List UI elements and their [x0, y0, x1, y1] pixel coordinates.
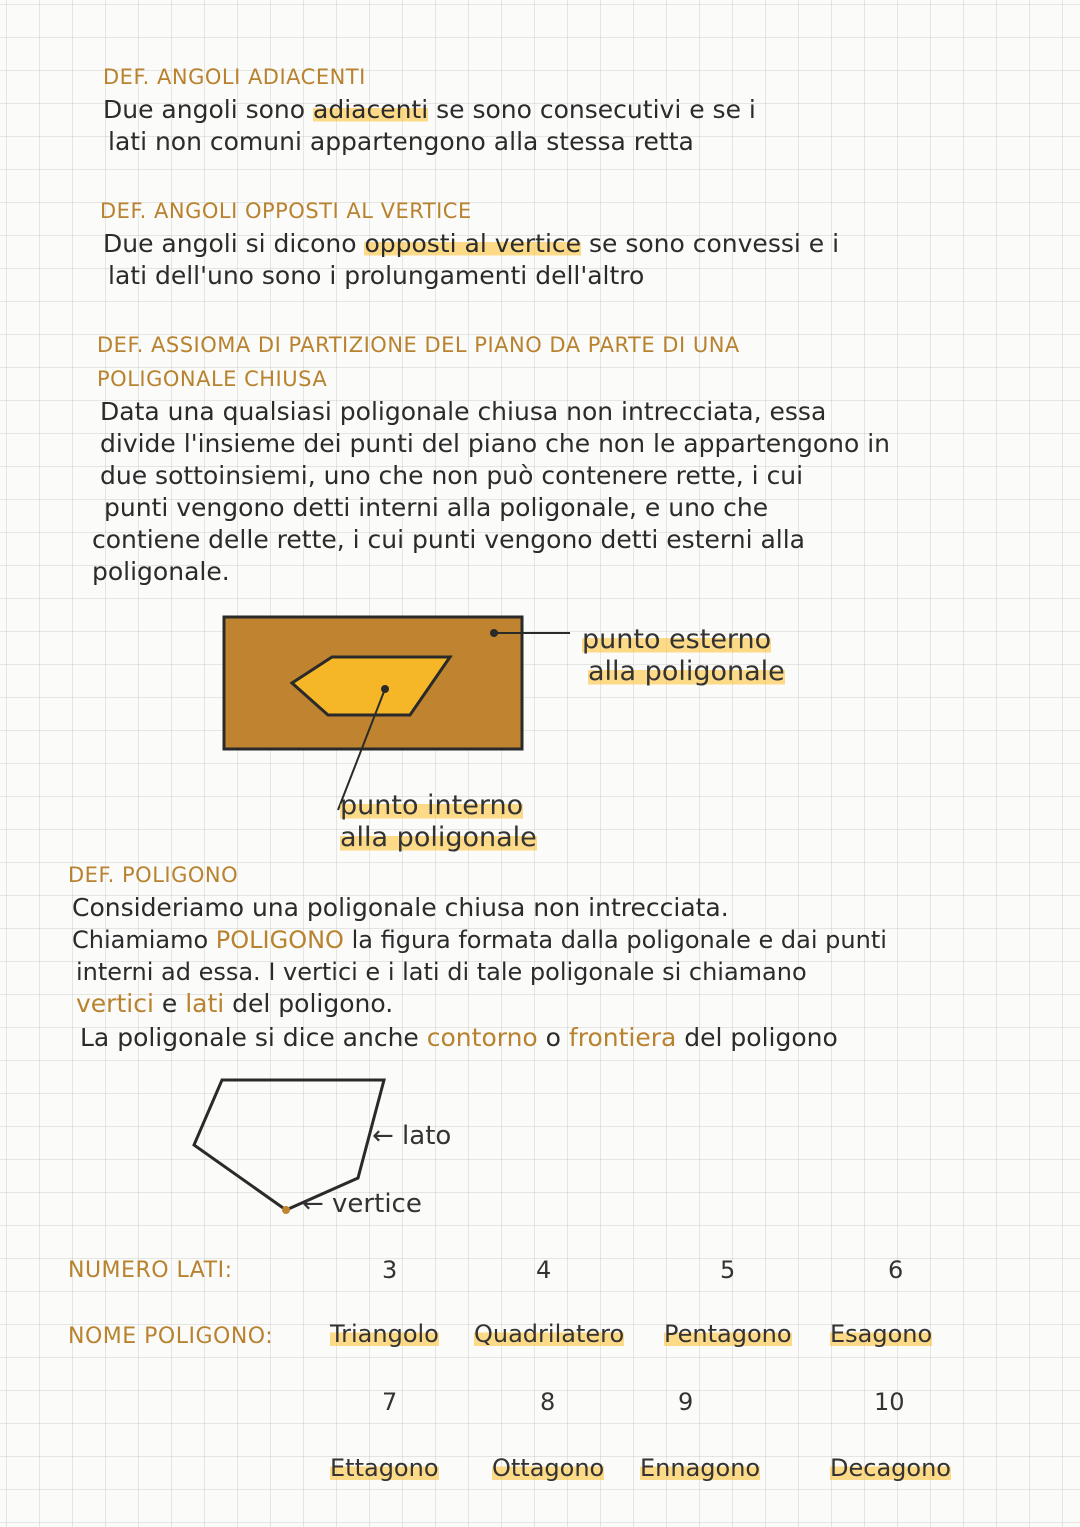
inner-point-label-text: alla poligonale [340, 822, 537, 853]
def-poligono-line-4 [76, 988, 393, 1020]
def-assioma-line-4: punti vengono detti interni alla poligonale, e uno che [104, 493, 769, 522]
text-segment: La poligonale si dice anche [80, 1023, 427, 1052]
sides-9: 9 [678, 1388, 694, 1416]
name-esagono [830, 1320, 932, 1348]
keyword-vertici: vertici [76, 989, 154, 1018]
name-text: Esagono [830, 1320, 933, 1348]
sides-10: 10 [874, 1388, 905, 1416]
text-segment: o [537, 1023, 569, 1052]
outer-point-label-text: alla poligonale [588, 656, 785, 687]
def-assioma-title-1: DEF. ASSIOMA DI PARTIZIONE DEL PIANO DA PARTE DI UNA [97, 333, 740, 357]
name-text: Decagono [830, 1454, 951, 1482]
name-ennagono [640, 1454, 760, 1482]
def-assioma-line-3: due sottoinsiemi, uno che non può contenere rette, i cui [100, 461, 804, 490]
name-text: Ettagono [330, 1454, 439, 1482]
def-poligono-line-5 [80, 1022, 838, 1054]
keyword-contorno: contorno [426, 1023, 538, 1052]
highlight-adiacenti: adiacenti [313, 95, 429, 124]
inner-point-label-1 [340, 790, 523, 822]
text-segment: del poligono [676, 1023, 838, 1052]
text-segment: del poligono. [224, 989, 394, 1018]
name-ettagono [330, 1454, 439, 1482]
name-decagono [830, 1454, 951, 1482]
def-adiacenti-line-1 [103, 94, 756, 126]
name-text: Ottagono [492, 1454, 605, 1482]
highlight-opposti: opposti al vertice [364, 229, 582, 258]
keyword-frontiera: frontiera [568, 1023, 677, 1052]
outer-point-label-2 [588, 656, 785, 688]
vertex-point [282, 1206, 290, 1214]
text-segment: e [153, 989, 186, 1018]
name-triangolo [330, 1320, 439, 1348]
sides-5: 5 [720, 1256, 736, 1284]
def-adiacenti-line-2: lati non comuni appartengono alla stessa retta [108, 127, 694, 156]
sides-4: 4 [536, 1256, 552, 1284]
def-assioma-line-2: divide l'insieme dei punti del piano che non le appartengono in [100, 429, 891, 458]
sides-8: 8 [540, 1388, 556, 1416]
text-segment: se sono convessi e i [581, 229, 840, 258]
name-pentagono [664, 1320, 792, 1348]
def-assioma-line-1: Data una qualsiasi poligonale chiusa non intrecciata, essa [100, 397, 827, 426]
def-assioma-line-6: poligonale. [92, 557, 230, 586]
text-segment: Chiamiamo [72, 926, 216, 954]
outer-point-label-text: punto esterno [582, 624, 772, 655]
keyword-poligono: POLIGONO [215, 926, 344, 954]
def-poligono-line-3: interni ad essa. I vertici e i lati di tale poligonale si chiamano [76, 958, 807, 986]
def-assioma-title-2: POLIGONALE CHIUSA [97, 367, 328, 391]
sides-3: 3 [382, 1256, 398, 1284]
sides-7: 7 [382, 1388, 398, 1416]
def-adiacenti-title: DEF. ANGOLI ADIACENTI [103, 65, 366, 89]
inner-point-label-2 [340, 822, 537, 854]
text-segment: Due angoli sono [103, 95, 313, 124]
def-poligono-line-2 [72, 924, 887, 956]
name-text: Ennagono [640, 1454, 761, 1482]
text-segment: la figura formata dalla poligonale e dai punti [343, 926, 887, 954]
def-poligono-line-1: Consideriamo una poligonale chiusa non intrecciata. [72, 893, 729, 922]
text-segment: se sono consecutivi e se i [428, 95, 756, 124]
lato-label: ← lato [372, 1121, 452, 1151]
label-nome-poligono: NOME POLIGONO: [68, 1324, 274, 1349]
name-text: Pentagono [664, 1320, 792, 1348]
name-text: Triangolo [330, 1320, 439, 1348]
def-poligono-title: DEF. POLIGONO [68, 863, 239, 887]
def-opposti-line-2: lati dell'uno sono i prolungamenti dell'altro [108, 261, 645, 290]
name-ottagono [492, 1454, 604, 1482]
name-text: Quadrilatero [474, 1320, 625, 1348]
text-segment: Due angoli si dicono [103, 229, 365, 258]
def-opposti-line-1 [103, 228, 839, 260]
label-numero-lati: NUMERO LATI: [68, 1258, 233, 1283]
outer-point-label-1 [582, 624, 771, 656]
inner-point-label-text: punto interno [340, 790, 524, 821]
name-quadrilatero [474, 1320, 624, 1348]
def-assioma-line-5: contiene delle rette, i cui punti vengono detti esterni alla [92, 525, 805, 554]
def-opposti-title: DEF. ANGOLI OPPOSTI AL VERTICE [100, 199, 472, 223]
keyword-lati: lati [185, 989, 225, 1018]
vertice-label: ← vertice [302, 1189, 422, 1219]
sides-6: 6 [888, 1256, 904, 1284]
